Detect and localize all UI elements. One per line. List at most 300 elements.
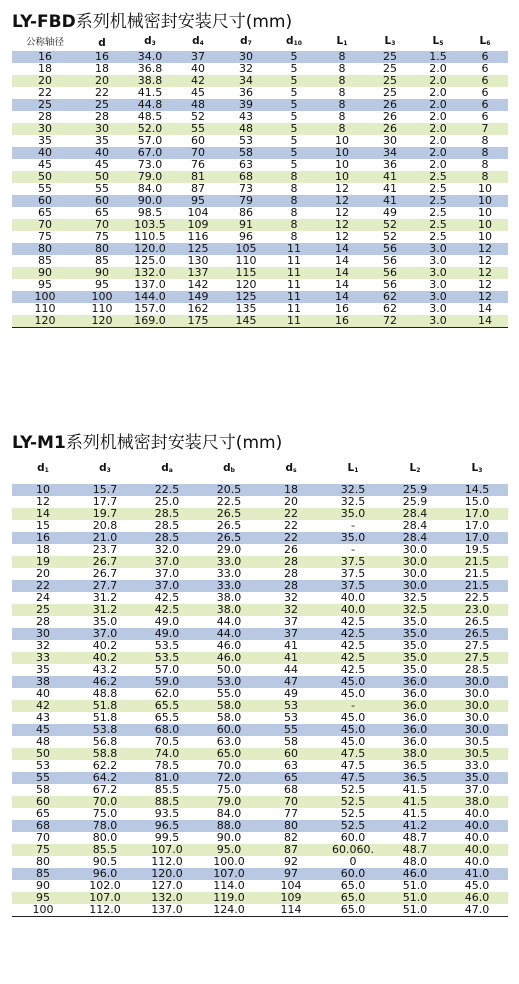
fbd-dimension-table [12,34,508,329]
header-subscript: 1 [354,467,359,474]
table-cell: 70 [191,147,205,159]
table-row [12,628,508,640]
table-cell: 103.5 [134,219,166,231]
table-cell: 11 [287,267,301,279]
table-cell: 30 [95,123,109,135]
table-cell: 28.5 [154,532,180,544]
table-cell: 144.0 [134,291,166,303]
table-cell: 53.8 [92,724,118,736]
table-cell: 28.5 [154,508,180,520]
table-cell: 30 [36,628,50,640]
table-cell: 6 [481,111,489,123]
table-row [12,556,508,568]
table-cell: 130 [187,255,209,267]
table-cell: 73 [239,183,253,195]
table-cell: 70 [38,219,52,231]
table-cell: 68 [284,784,298,796]
table-cell: 43 [239,111,253,123]
table-cell: 20 [38,75,52,87]
table-cell: 137 [187,267,209,279]
table-cell: 81 [191,171,205,183]
table-cell: 42.5 [340,628,366,640]
table-cell: 2.0 [429,99,447,111]
table-cell: 58 [284,736,298,748]
table-cell: 95 [191,195,205,207]
table-cell: 73.0 [137,159,163,171]
table-cell: 32.5 [402,592,428,604]
table-cell: 30 [38,123,52,135]
table-cell: 12 [478,267,492,279]
table-cell: 53 [36,760,50,772]
table-cell: 56 [383,243,397,255]
table-cell: 43.2 [92,664,118,676]
column-header [74,455,136,484]
table-row [12,832,508,844]
table-cell: 26 [383,111,397,123]
table-cell: 75 [38,231,52,243]
table-cell: 42.5 [340,640,366,652]
table-cell: 35 [38,135,52,147]
table-cell: 40.0 [464,808,490,820]
table-cell: 12 [335,207,349,219]
table-cell: 77 [284,808,298,820]
table-cell: 2.0 [429,123,447,135]
table-row [12,496,508,508]
table-cell: 36.0 [402,736,428,748]
table-row [12,219,508,231]
table-cell: 36 [239,87,253,99]
table-cell: 53.0 [216,676,242,688]
table-cell: 70 [95,219,109,231]
table-cell: 95 [36,892,50,904]
table-cell: 92 [284,856,298,868]
table-cell: 10 [478,207,492,219]
header-subscript: 2 [416,467,421,474]
table-cell: 10 [478,195,492,207]
table-cell: 81.0 [154,772,180,784]
table-cell: 42.5 [154,592,180,604]
table-cell: 58.0 [216,700,242,712]
column-header [318,34,366,51]
table-cell: 45 [191,87,205,99]
table-cell: 16 [38,51,52,63]
table-cell: 24 [36,592,50,604]
table-cell: 85 [95,255,109,267]
table-cell: 87 [191,183,205,195]
table-cell: 51.8 [92,700,118,712]
table-cell: 16 [36,532,50,544]
table-cell: 11 [287,255,301,267]
table-cell: 2.0 [429,159,447,171]
table-cell: 41.0 [464,868,490,880]
table-cell: 40.0 [340,604,366,616]
table-cell: 6 [481,51,489,63]
table-cell: 32 [284,604,298,616]
header-subscript: 3 [106,467,111,474]
table-cell: 30 [239,51,253,63]
table-cell: 47 [284,676,298,688]
table-cell: 63.0 [216,736,242,748]
table-cell: 3.0 [429,243,447,255]
table-cell: 107.0 [151,844,183,856]
table-cell: 56.8 [92,736,118,748]
table-cell: 40.0 [464,832,490,844]
column-header [12,34,78,51]
table-cell: 104 [280,880,302,892]
table-cell: 41 [383,171,397,183]
table-cell: 48 [239,123,253,135]
table-cell: 6 [481,63,489,75]
table-cell: 85.5 [154,784,180,796]
table-cell: 102.0 [89,880,121,892]
table-cell: 75 [95,231,109,243]
table-cell: 60 [38,195,52,207]
column-header [384,455,446,484]
table-cell: 95 [38,279,52,291]
table-cell: 55.0 [216,688,242,700]
table-cell: 15.7 [92,484,118,496]
table-cell: 49 [284,688,298,700]
table-cell: 3.0 [429,279,447,291]
table-row [12,844,508,856]
table-cell: 52 [383,219,397,231]
table-cell: 60.060. [332,844,374,856]
table-row [12,568,508,580]
table-cell: 17.7 [92,496,118,508]
table-cell: 8 [338,111,346,123]
table-cell: 65 [38,207,52,219]
table-cell: 87 [284,844,298,856]
table-cell: 85.5 [92,844,118,856]
table-cell: 41.5 [402,784,428,796]
table-cell: 49.0 [154,616,180,628]
table-cell: 22 [284,532,298,544]
table-cell: 26.5 [216,508,242,520]
fbd-section [12,10,508,329]
column-header [414,34,462,51]
table-cell: 60 [36,796,50,808]
header-symbol: d [144,35,152,47]
table-cell: 41.5 [402,796,428,808]
table-cell: 56 [383,279,397,291]
table-cell: 14.5 [464,484,490,496]
column-header [270,34,318,51]
table-row [12,592,508,604]
column-header [260,455,322,484]
table-cell: 8 [290,219,298,231]
column-header [322,455,384,484]
table-cell: 80 [284,820,298,832]
table-cell: 41.5 [402,808,428,820]
table-cell: 36.5 [402,760,428,772]
m1-title-text: 系列机械密封安装尺寸(mm) [65,433,283,453]
table-cell: 22.5 [154,484,180,496]
table-cell: 33.0 [216,580,242,592]
table-cell: 3.0 [429,315,447,327]
table-cell: 16 [335,315,349,327]
header-symbol: L [409,462,417,474]
table-cell: 120.0 [134,243,166,255]
table-cell: 28.4 [402,508,428,520]
table-cell: 110.5 [134,231,166,243]
table-row [12,736,508,748]
table-cell: 120 [235,279,257,291]
table-cell: 8 [481,147,489,159]
table-row [12,231,508,243]
table-cell: 3.0 [429,291,447,303]
table-cell: 36.0 [402,688,428,700]
table-cell: 96 [239,231,253,243]
table-cell: 67.0 [137,147,163,159]
table-row [12,243,508,255]
table-cell: 57.0 [137,135,163,147]
table-cell: 19.5 [464,544,490,556]
table-cell: 50 [38,171,52,183]
table-cell: 47.5 [340,760,366,772]
table-cell: 23.0 [464,604,490,616]
table-cell: 72 [383,315,397,327]
table-cell: 56 [383,255,397,267]
table-cell: 55 [191,123,205,135]
table-row [12,484,508,496]
table-cell: 95.0 [216,844,242,856]
table-cell: 8 [338,99,346,111]
table-cell: 28 [284,556,298,568]
table-cell: 35 [36,664,50,676]
table-cell: 8 [338,63,346,75]
table-cell: - [351,544,355,556]
table-cell: 26.7 [92,568,118,580]
table-cell: 10 [335,135,349,147]
table-cell: 142 [187,279,209,291]
table-cell: 29.0 [216,544,242,556]
table-cell: 22.5 [216,496,242,508]
table-row [12,255,508,267]
table-cell: 124.0 [213,904,245,916]
table-cell: 28 [284,568,298,580]
table-cell: 44.0 [216,616,242,628]
table-cell: 75.0 [92,808,118,820]
table-cell: 5 [290,99,298,111]
table-cell: 31.2 [92,592,118,604]
table-cell: 70.0 [92,796,118,808]
table-cell: 169.0 [134,315,166,327]
table-cell: 26.5 [464,616,490,628]
table-cell: - [351,700,355,712]
table-cell: 22.5 [464,592,490,604]
table-cell: 5 [290,87,298,99]
table-cell: 45.0 [340,688,366,700]
fbd-table-body [12,51,508,329]
table-cell: 37 [284,628,298,640]
table-cell: 21.0 [92,532,118,544]
table-cell: 32 [36,640,50,652]
column-header [462,34,508,51]
table-cell: 53 [284,712,298,724]
table-row [12,760,508,772]
table-cell: 14 [335,255,349,267]
table-cell: 60 [284,748,298,760]
table-cell: 8 [481,159,489,171]
table-cell: 5 [290,147,298,159]
table-cell: 58 [36,784,50,796]
table-cell: 40.0 [340,592,366,604]
table-cell: 72.0 [216,772,242,784]
table-cell: 40.2 [92,652,118,664]
table-cell: 11 [287,315,301,327]
header-symbol: d [285,462,293,474]
table-cell: 28.5 [464,664,490,676]
table-cell: 90 [38,267,52,279]
table-cell: 11 [287,279,301,291]
table-cell: 30.0 [464,712,490,724]
table-cell: 37.5 [340,580,366,592]
table-cell: 60 [191,135,205,147]
table-cell: 26 [383,123,397,135]
table-cell: 44.0 [216,628,242,640]
table-cell: 40 [38,147,52,159]
table-cell: 12 [478,291,492,303]
table-cell: 18 [36,544,50,556]
table-cell: 46.0 [402,868,428,880]
table-cell: 28.4 [402,520,428,532]
table-cell: 95 [95,279,109,291]
table-cell: 2.0 [429,87,447,99]
table-cell: 120 [91,315,113,327]
table-cell: 52.5 [340,808,366,820]
header-subscript: 6 [486,40,491,47]
table-cell: 52.5 [340,784,366,796]
table-row [12,868,508,880]
table-cell: 78.0 [92,820,118,832]
table-cell: 39 [239,99,253,111]
table-cell: 41.5 [137,87,163,99]
table-cell: 37.0 [92,628,118,640]
table-cell: 63 [239,159,253,171]
table-cell: 2.5 [429,195,447,207]
table-cell: 51.0 [402,880,428,892]
table-cell: 46.0 [464,892,490,904]
table-cell: 14 [335,243,349,255]
table-cell: 47.5 [340,772,366,784]
table-cell: 7 [481,123,489,135]
table-cell: 35.0 [340,508,366,520]
table-cell: 47.5 [340,748,366,760]
column-header [12,455,74,484]
table-cell: 79.0 [137,171,163,183]
header-symbol: L [432,35,440,47]
column-header [222,34,270,51]
header-symbol: L [336,35,344,47]
table-cell: 55 [38,183,52,195]
table-row [12,195,508,207]
table-cell: 30.5 [464,748,490,760]
table-cell: 85 [36,868,50,880]
table-cell: 80 [36,856,50,868]
header-symbol: L [384,35,392,47]
table-row [12,580,508,592]
table-row [12,147,508,159]
table-cell: 10 [335,147,349,159]
table-cell: 5 [290,51,298,63]
table-cell: 18 [95,63,109,75]
table-cell: 57.0 [154,664,180,676]
header-symbol: 公称轴径 [25,36,64,48]
table-cell: 65.5 [154,712,180,724]
table-cell: 17.0 [464,508,490,520]
table-cell: 0 [349,856,357,868]
table-cell: 21.5 [464,556,490,568]
table-cell: 110 [34,303,56,315]
table-cell: 26.5 [216,532,242,544]
table-cell: 10 [478,219,492,231]
table-cell: 84.0 [137,183,163,195]
table-cell: 52.0 [137,123,163,135]
table-cell: 36 [383,159,397,171]
table-cell: 8 [338,123,346,135]
table-row [12,712,508,724]
table-cell: 27.5 [464,640,490,652]
table-cell: - [351,520,355,532]
table-cell: 35.0 [402,664,428,676]
table-cell: 37.5 [340,568,366,580]
table-cell: 114.0 [213,880,245,892]
header-subscript: 7 [247,40,252,47]
table-cell: 11 [287,303,301,315]
table-cell: 34 [239,75,253,87]
table-cell: 5 [290,123,298,135]
table-cell: 100 [34,291,56,303]
table-cell: 107.0 [213,868,245,880]
table-row [12,63,508,75]
fbd-header-row [12,34,508,51]
table-cell: 63 [284,760,298,772]
table-cell: 65.0 [216,748,242,760]
table-cell: 55 [284,724,298,736]
table-cell: 21.5 [464,568,490,580]
table-row [12,111,508,123]
header-symbol: L [471,462,479,474]
table-cell: 37.0 [464,784,490,796]
table-cell: 105 [235,243,257,255]
table-cell: 2.0 [429,135,447,147]
table-cell: 12 [335,195,349,207]
table-cell: 65.0 [340,904,366,916]
table-cell: 96.5 [154,820,180,832]
header-subscript: 1 [44,467,49,474]
table-cell: 2.5 [429,219,447,231]
table-cell: 14 [478,315,492,327]
table-cell: 46.0 [216,652,242,664]
table-row [12,135,508,147]
end-rule-line [12,328,508,330]
table-cell: 17.0 [464,532,490,544]
table-cell: 30.0 [402,556,428,568]
table-cell: 12 [335,219,349,231]
table-cell: 18 [38,63,52,75]
table-cell: 135 [235,303,257,315]
table-cell: 25 [383,63,397,75]
table-cell: 85 [38,255,52,267]
table-cell: 5 [290,63,298,75]
table-cell: 64.2 [92,772,118,784]
table-cell: 38 [36,676,50,688]
table-cell: 16 [95,51,109,63]
table-cell: 109 [280,892,302,904]
fbd-title-text: 系列机械密封安装尺寸(mm) [75,12,293,32]
table-row [12,640,508,652]
column-header [366,34,414,51]
